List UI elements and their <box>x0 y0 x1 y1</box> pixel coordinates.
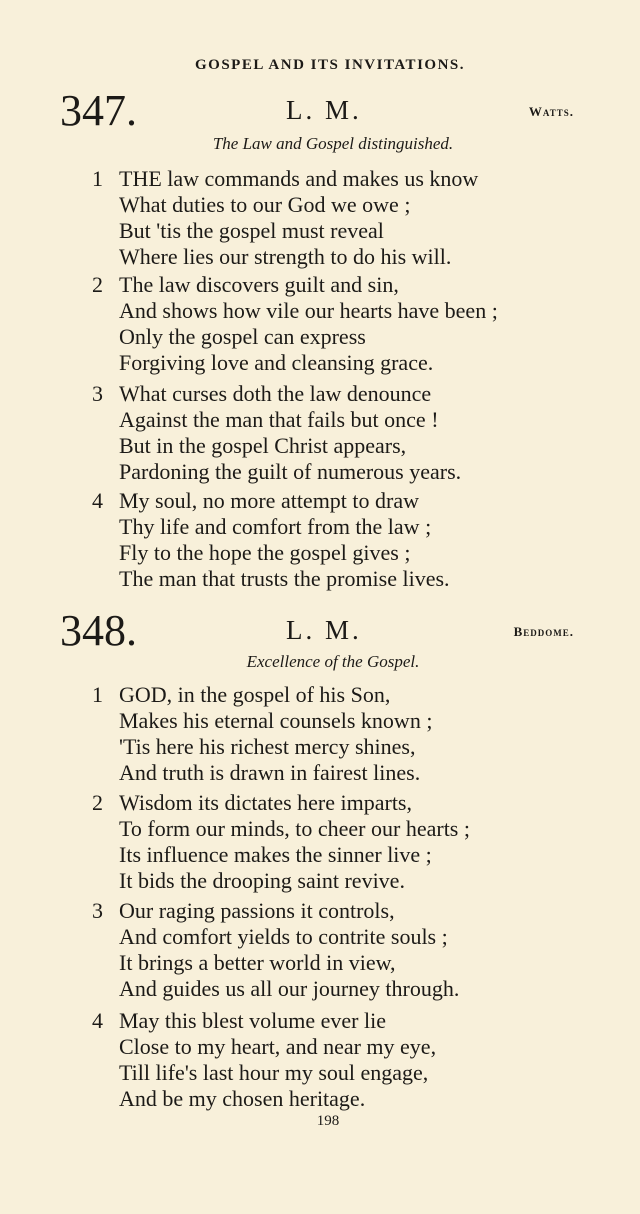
verse-line: Makes his eternal counsels known ; <box>119 708 433 733</box>
verse-line: Fly to the hope the gospel gives ; <box>119 540 411 565</box>
verse-line: Forgiving love and cleansing grace. <box>119 350 434 375</box>
verse-number: 4 <box>92 488 103 513</box>
verse-line: Against the man that fails but once ! <box>119 407 439 432</box>
verse-line: 'Tis here his richest mercy shines, <box>119 734 416 759</box>
hymn-number: 347. <box>60 86 137 135</box>
verse-line: Its influence makes the sinner live ; <box>119 842 432 867</box>
verse-number: 4 <box>92 1008 103 1033</box>
verse-number: 3 <box>92 898 103 923</box>
hymn-title: Excellence of the Gospel. <box>246 652 420 671</box>
verse-line: And shows how vile our hearts have been ; <box>119 298 498 323</box>
verse-line: And guides us all our journey through. <box>119 976 460 1001</box>
verse-line: Wisdom its dictates here imparts, <box>119 790 412 815</box>
page-number: 198 <box>316 1113 340 1129</box>
verse-line: May this blest volume ever lie <box>119 1008 386 1033</box>
verse-line: What duties to our God we owe ; <box>119 192 411 217</box>
verse-number: 1 <box>92 682 103 707</box>
verse-line: Till life's last hour my soul engage, <box>119 1060 429 1085</box>
verse-line: To form our minds, to cheer our hearts ; <box>119 816 470 841</box>
hymn-author: Watts. <box>528 104 574 119</box>
verse-line: And be my chosen heritage. <box>119 1086 366 1111</box>
hymn-heading <box>0 608 640 654</box>
verse-line: Close to my heart, and near my eye, <box>119 1034 437 1059</box>
hymn-number: 348. <box>60 606 137 655</box>
verse-line: But 'tis the gospel must reveal <box>119 218 384 243</box>
verse-line: It bids the drooping saint revive. <box>119 868 405 893</box>
verse-line: It brings a better world in view, <box>119 950 396 975</box>
verse-line: And comfort yields to contrite souls ; <box>119 924 448 949</box>
verse-line: My soul, no more attempt to draw <box>119 488 420 513</box>
hymn-meter: L. M. <box>286 95 362 125</box>
verse-number: 2 <box>92 790 103 815</box>
hymn-meter: L. M. <box>286 615 362 645</box>
verse-line: THE law commands and makes us know <box>119 166 479 191</box>
hymn-author: Beddome. <box>513 624 574 639</box>
verse-line: Where lies our strength to do his will. <box>119 244 452 269</box>
running-head: GOSPEL AND ITS INVITATIONS. <box>194 57 465 73</box>
verse-number: 2 <box>92 272 103 297</box>
verse-line: The law discovers guilt and sin, <box>119 272 399 297</box>
hymn-title: The Law and Gospel distinguished. <box>212 134 454 153</box>
verse-line: The man that trusts the promise lives. <box>119 566 450 591</box>
verse-line: Only the gospel can express <box>119 324 366 349</box>
verse-line: Thy life and comfort from the law ; <box>119 514 432 539</box>
verse-line: GOD, in the gospel of his Son, <box>119 682 391 707</box>
verse-line: What curses doth the law denounce <box>119 381 432 406</box>
verse-line: Our raging passions it controls, <box>119 898 395 923</box>
verse-number: 3 <box>92 381 103 406</box>
hymn-heading <box>0 88 640 134</box>
verse-number: 1 <box>92 166 103 191</box>
verse-line: But in the gospel Christ appears, <box>119 433 407 458</box>
verse-line: Pardoning the guilt of numerous years. <box>119 459 462 484</box>
verse-line: And truth is drawn in fairest lines. <box>119 760 421 785</box>
